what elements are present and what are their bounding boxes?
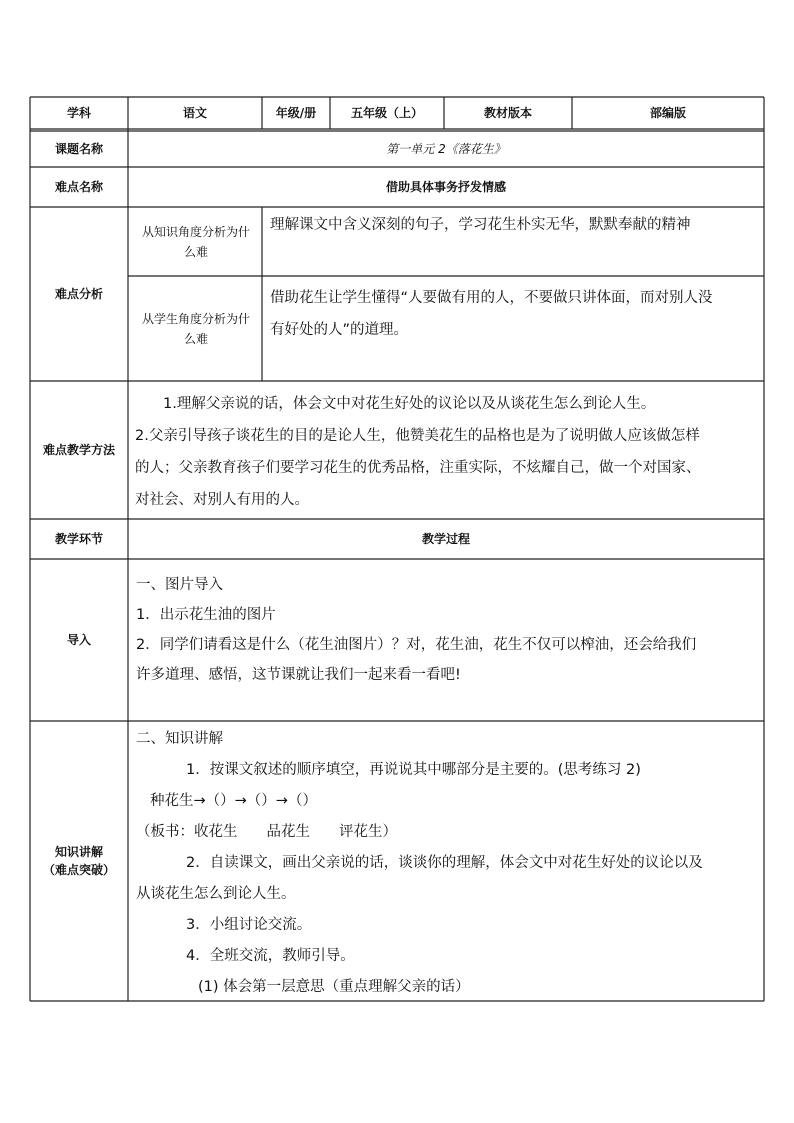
textbook-label: 教材版本	[483, 106, 532, 120]
lesson-title-value: 第一单元 2《落花生》	[386, 142, 506, 156]
intro-line: 许多道理、感悟，这节课就让我们一起来看一看吧!	[136, 667, 461, 683]
lesson-title-label: 课题名称	[54, 142, 103, 156]
intro-label: 导入	[66, 633, 91, 647]
difficulty-name-value: 借助具体事务抒发情感	[385, 180, 506, 194]
method-line: 2.父亲引导孩子谈花生的目的是论人生，他赞美花生的品格也是为了说明做人应该做怎样	[135, 428, 700, 444]
method-content	[135, 388, 761, 516]
method-line: 的人；父亲教育孩子们要学习花生的优秀品格，注重实际，不炫耀自己，做一个对国家、	[135, 460, 701, 476]
knowledge-line: 2．自读课文，画出父亲说的话，谈谈你的理解，体会文中对花生好处的议论以及	[186, 855, 703, 871]
knowledge-line: 从谈花生怎么到论人生。	[136, 886, 296, 902]
knowledge-line: 3．小组讨论交流。	[186, 917, 312, 933]
intro-line: 一、图片导入	[136, 577, 223, 593]
student-angle-label: 从学生角度分析为什么难	[141, 311, 250, 346]
grade-label: 年级/册	[275, 106, 317, 120]
student-angle-value	[270, 282, 760, 346]
knowledge-label-line1: 知识讲解	[54, 845, 103, 859]
student-angle-line: 有好处的人”的道理。	[270, 322, 409, 338]
knowledge-angle-label: 从知识角度分析为什么难	[141, 224, 250, 259]
method-line: 1.理解父亲说的话，体会文中对花生好处的议论以及从谈花生怎么到论人生。	[163, 396, 656, 412]
knowledge-line: 4．全班交流，教师引导。	[186, 948, 355, 964]
knowledge-line: (1) 体会第一层意思（重点理解父亲的话）	[198, 979, 470, 995]
method-label: 难点教学方法	[42, 443, 115, 457]
intro-line: 1．出示花生油的图片	[136, 607, 276, 623]
analysis-label: 难点分析	[54, 287, 103, 301]
student-angle-line: 借助花生让学生懂得“人要做有用的人，不要做只讲体面，而对别人没	[270, 290, 713, 306]
method-line: 对社会、对别人有用的人。	[135, 492, 309, 508]
subject-value: 语文	[182, 106, 207, 120]
knowledge-angle-text: 理解课文中含义深刻的句子，学习花生朴实无华，默默奉献的精神	[270, 217, 691, 233]
intro-line: 2．同学们请看这是什么（花生油图片）？对，花生油，花生不仅可以榨油，还会给我们	[136, 637, 697, 653]
difficulty-name-label: 难点名称	[54, 180, 103, 194]
knowledge-label	[30, 721, 128, 1001]
knowledge-line: 二、知识讲解	[136, 731, 223, 747]
textbook-value: 部编版	[649, 106, 686, 120]
knowledge-line: （板书：收花生 品花生 评花生）	[136, 824, 397, 840]
knowledge-angle-value	[270, 210, 760, 240]
intro-content	[136, 570, 762, 690]
knowledge-content	[136, 724, 762, 1003]
knowledge-line: 种花生→（）→（）→（）	[150, 793, 317, 809]
knowledge-line: 1．按课文叙述的顺序填空，再说说其中哪部分是主要的。(思考练习 2)	[186, 762, 641, 778]
grade-value: 五年级（上）	[350, 106, 423, 120]
stage-header: 教学环节	[54, 532, 103, 546]
process-header: 教学过程	[421, 532, 470, 546]
subject-label: 学科	[66, 106, 91, 120]
knowledge-label-line2: （难点突破）	[42, 863, 115, 877]
